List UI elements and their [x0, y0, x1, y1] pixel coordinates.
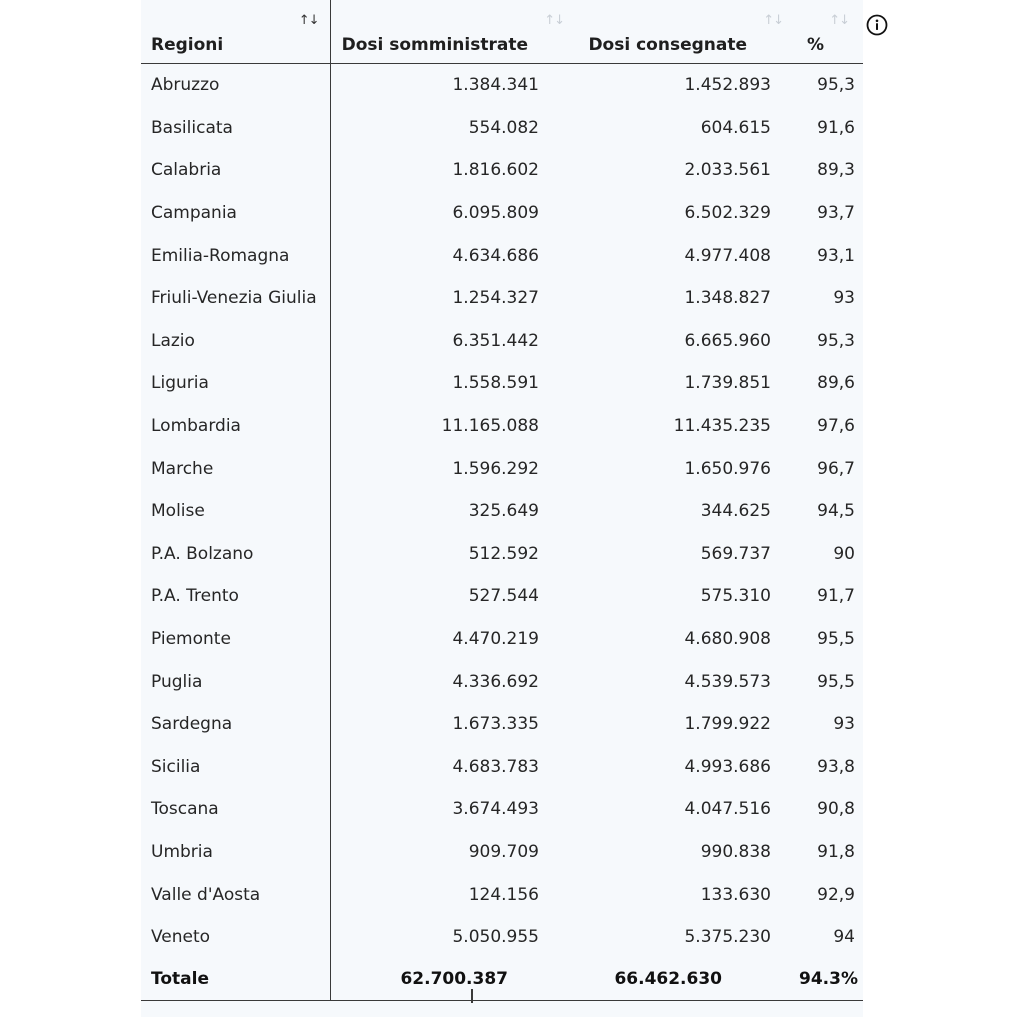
- vaccine-doses-table: [141, 0, 863, 1001]
- cell-region: Lazio: [141, 320, 330, 363]
- cell-delivered: 4.047.516: [684, 799, 771, 820]
- cell-percent: 92,9: [817, 884, 855, 905]
- cell-administered: 1.816.602: [452, 160, 539, 181]
- cell-delivered: 604.615: [700, 117, 771, 138]
- total-administered: 62.700.387: [330, 958, 578, 1001]
- cell-percent: 91,7: [817, 586, 855, 607]
- table-row: [141, 405, 863, 448]
- cell-percent: 93,1: [817, 245, 855, 266]
- total-percent: 94.3%: [799, 958, 863, 1001]
- cell-percent: 95,5: [817, 671, 855, 692]
- cell-delivered: 1.799.922: [684, 714, 771, 735]
- cell-region: Abruzzo: [141, 64, 330, 107]
- cell-region: Puglia: [141, 660, 330, 703]
- cell-delivered: 1.650.976: [684, 458, 771, 479]
- column-header-dosi-somministrate[interactable]: [330, 0, 578, 64]
- cell-delivered: 2.033.561: [684, 160, 771, 181]
- total-row: [141, 958, 863, 1001]
- table-row: [141, 107, 863, 150]
- cell-percent: 95,5: [817, 629, 855, 650]
- cell-region: Sicilia: [141, 746, 330, 789]
- table-row: [141, 192, 863, 235]
- table-row: [141, 618, 863, 661]
- cell-delivered: 344.625: [700, 501, 771, 522]
- cell-administered: 4.470.219: [452, 629, 539, 650]
- table-row: [141, 490, 863, 533]
- cell-region: Liguria: [141, 362, 330, 405]
- cell-administered: 909.709: [468, 841, 539, 862]
- cell-percent: 93: [833, 288, 855, 309]
- cell-region: Lombardia: [141, 405, 330, 448]
- cell-region: Veneto: [141, 916, 330, 959]
- table-row: [141, 234, 863, 277]
- cell-percent: 91,6: [817, 117, 855, 138]
- total-label: Totale: [141, 958, 330, 1001]
- table-row: [141, 149, 863, 192]
- cell-administered: 6.351.442: [452, 330, 539, 351]
- cell-region: Marche: [141, 447, 330, 490]
- cell-administered: 325.649: [468, 501, 539, 522]
- table-row: [141, 575, 863, 618]
- cell-administered: 6.095.809: [452, 203, 539, 224]
- cell-percent: 90: [833, 543, 855, 564]
- header-row: [141, 0, 863, 64]
- table-row: [141, 873, 863, 916]
- cell-administered: 3.674.493: [452, 799, 539, 820]
- cell-administered: 1.558.591: [452, 373, 539, 394]
- table-row: [141, 277, 863, 320]
- cell-region: P.A. Bolzano: [141, 533, 330, 576]
- cell-percent: 89,3: [817, 160, 855, 181]
- cell-percent: 93,8: [817, 756, 855, 777]
- column-header-dosi-consegnate[interactable]: [578, 0, 799, 64]
- cell-delivered: 133.630: [700, 884, 771, 905]
- column-header-percent[interactable]: [799, 0, 863, 64]
- cell-administered: 1.384.341: [452, 75, 539, 96]
- table-row: [141, 746, 863, 789]
- cell-percent: 94,5: [817, 501, 855, 522]
- cell-region: Calabria: [141, 149, 330, 192]
- cell-delivered: 1.739.851: [684, 373, 771, 394]
- total-delivered: 66.462.630: [578, 958, 799, 1001]
- cell-administered: 4.634.686: [452, 245, 539, 266]
- cell-region: Campania: [141, 192, 330, 235]
- cell-administered: 1.673.335: [452, 714, 539, 735]
- sort-arrows-icon[interactable]: ↑↓: [763, 13, 783, 28]
- table-row: [141, 916, 863, 959]
- cell-percent: 90,8: [817, 799, 855, 820]
- cell-percent: 96,7: [817, 458, 855, 479]
- cell-delivered: 990.838: [700, 841, 771, 862]
- cell-delivered: 575.310: [700, 586, 771, 607]
- cell-percent: 95,3: [817, 75, 855, 96]
- cell-region: P.A. Trento: [141, 575, 330, 618]
- column-header-label: %: [807, 35, 825, 55]
- cell-region: Molise: [141, 490, 330, 533]
- sort-arrows-icon[interactable]: ↑↓: [829, 13, 849, 28]
- cell-administered: 5.050.955: [452, 927, 539, 948]
- cell-delivered: 569.737: [700, 543, 771, 564]
- cell-region: Basilicata: [141, 107, 330, 150]
- cell-delivered: 6.665.960: [684, 330, 771, 351]
- table-row: [141, 362, 863, 405]
- table-footer: [141, 958, 863, 1001]
- cell-administered: 554.082: [468, 117, 539, 138]
- cell-region: Emilia-Romagna: [141, 234, 330, 277]
- cell-region: Sardegna: [141, 703, 330, 746]
- table-row: [141, 660, 863, 703]
- cell-delivered: 4.993.686: [684, 756, 771, 777]
- cell-delivered: 1.452.893: [684, 75, 771, 96]
- cell-administered: 4.683.783: [452, 756, 539, 777]
- column-header-label: Regioni: [151, 35, 224, 55]
- cell-region: Friuli-Venezia Giulia: [141, 277, 330, 320]
- cell-administered: 1.596.292: [452, 458, 539, 479]
- column-divider: [471, 989, 473, 1003]
- cell-delivered: 1.348.827: [684, 288, 771, 309]
- column-header-label: Dosi somministrate: [341, 35, 528, 55]
- cell-delivered: 4.977.408: [684, 245, 771, 266]
- sort-arrows-icon[interactable]: ↑↓: [544, 13, 564, 28]
- cell-administered: 527.544: [468, 586, 539, 607]
- cell-percent: 94: [833, 927, 855, 948]
- cell-percent: 93: [833, 714, 855, 735]
- cell-region: Piemonte: [141, 618, 330, 661]
- cell-administered: 4.336.692: [452, 671, 539, 692]
- table-row: [141, 533, 863, 576]
- cell-delivered: 4.680.908: [684, 629, 771, 650]
- table-header: [141, 0, 863, 64]
- cell-percent: 91,8: [817, 841, 855, 862]
- cell-percent: 89,6: [817, 373, 855, 394]
- cell-delivered: 11.435.235: [673, 416, 771, 437]
- column-header-regioni[interactable]: [141, 0, 330, 64]
- table-row: [141, 320, 863, 363]
- cell-percent: 95,3: [817, 330, 855, 351]
- cell-administered: 11.165.088: [441, 416, 539, 437]
- cell-delivered: 4.539.573: [684, 671, 771, 692]
- table-row: [141, 788, 863, 831]
- info-icon[interactable]: [866, 14, 888, 36]
- cell-administered: 1.254.327: [452, 288, 539, 309]
- cell-percent: 97,6: [817, 416, 855, 437]
- cell-region: Toscana: [141, 788, 330, 831]
- cell-delivered: 5.375.230: [684, 927, 771, 948]
- table-body: [141, 64, 863, 959]
- cell-region: Umbria: [141, 831, 330, 874]
- table-row: [141, 703, 863, 746]
- column-header-label: Dosi consegnate: [588, 35, 747, 55]
- cell-administered: 512.592: [468, 543, 539, 564]
- sort-arrows-icon[interactable]: ↑↓: [298, 13, 319, 28]
- table-row: [141, 64, 863, 107]
- table-row: [141, 831, 863, 874]
- cell-delivered: 6.502.329: [684, 203, 771, 224]
- cell-percent: 93,7: [817, 203, 855, 224]
- cell-administered: 124.156: [468, 884, 539, 905]
- cell-region: Valle d'Aosta: [141, 873, 330, 916]
- table-row: [141, 447, 863, 490]
